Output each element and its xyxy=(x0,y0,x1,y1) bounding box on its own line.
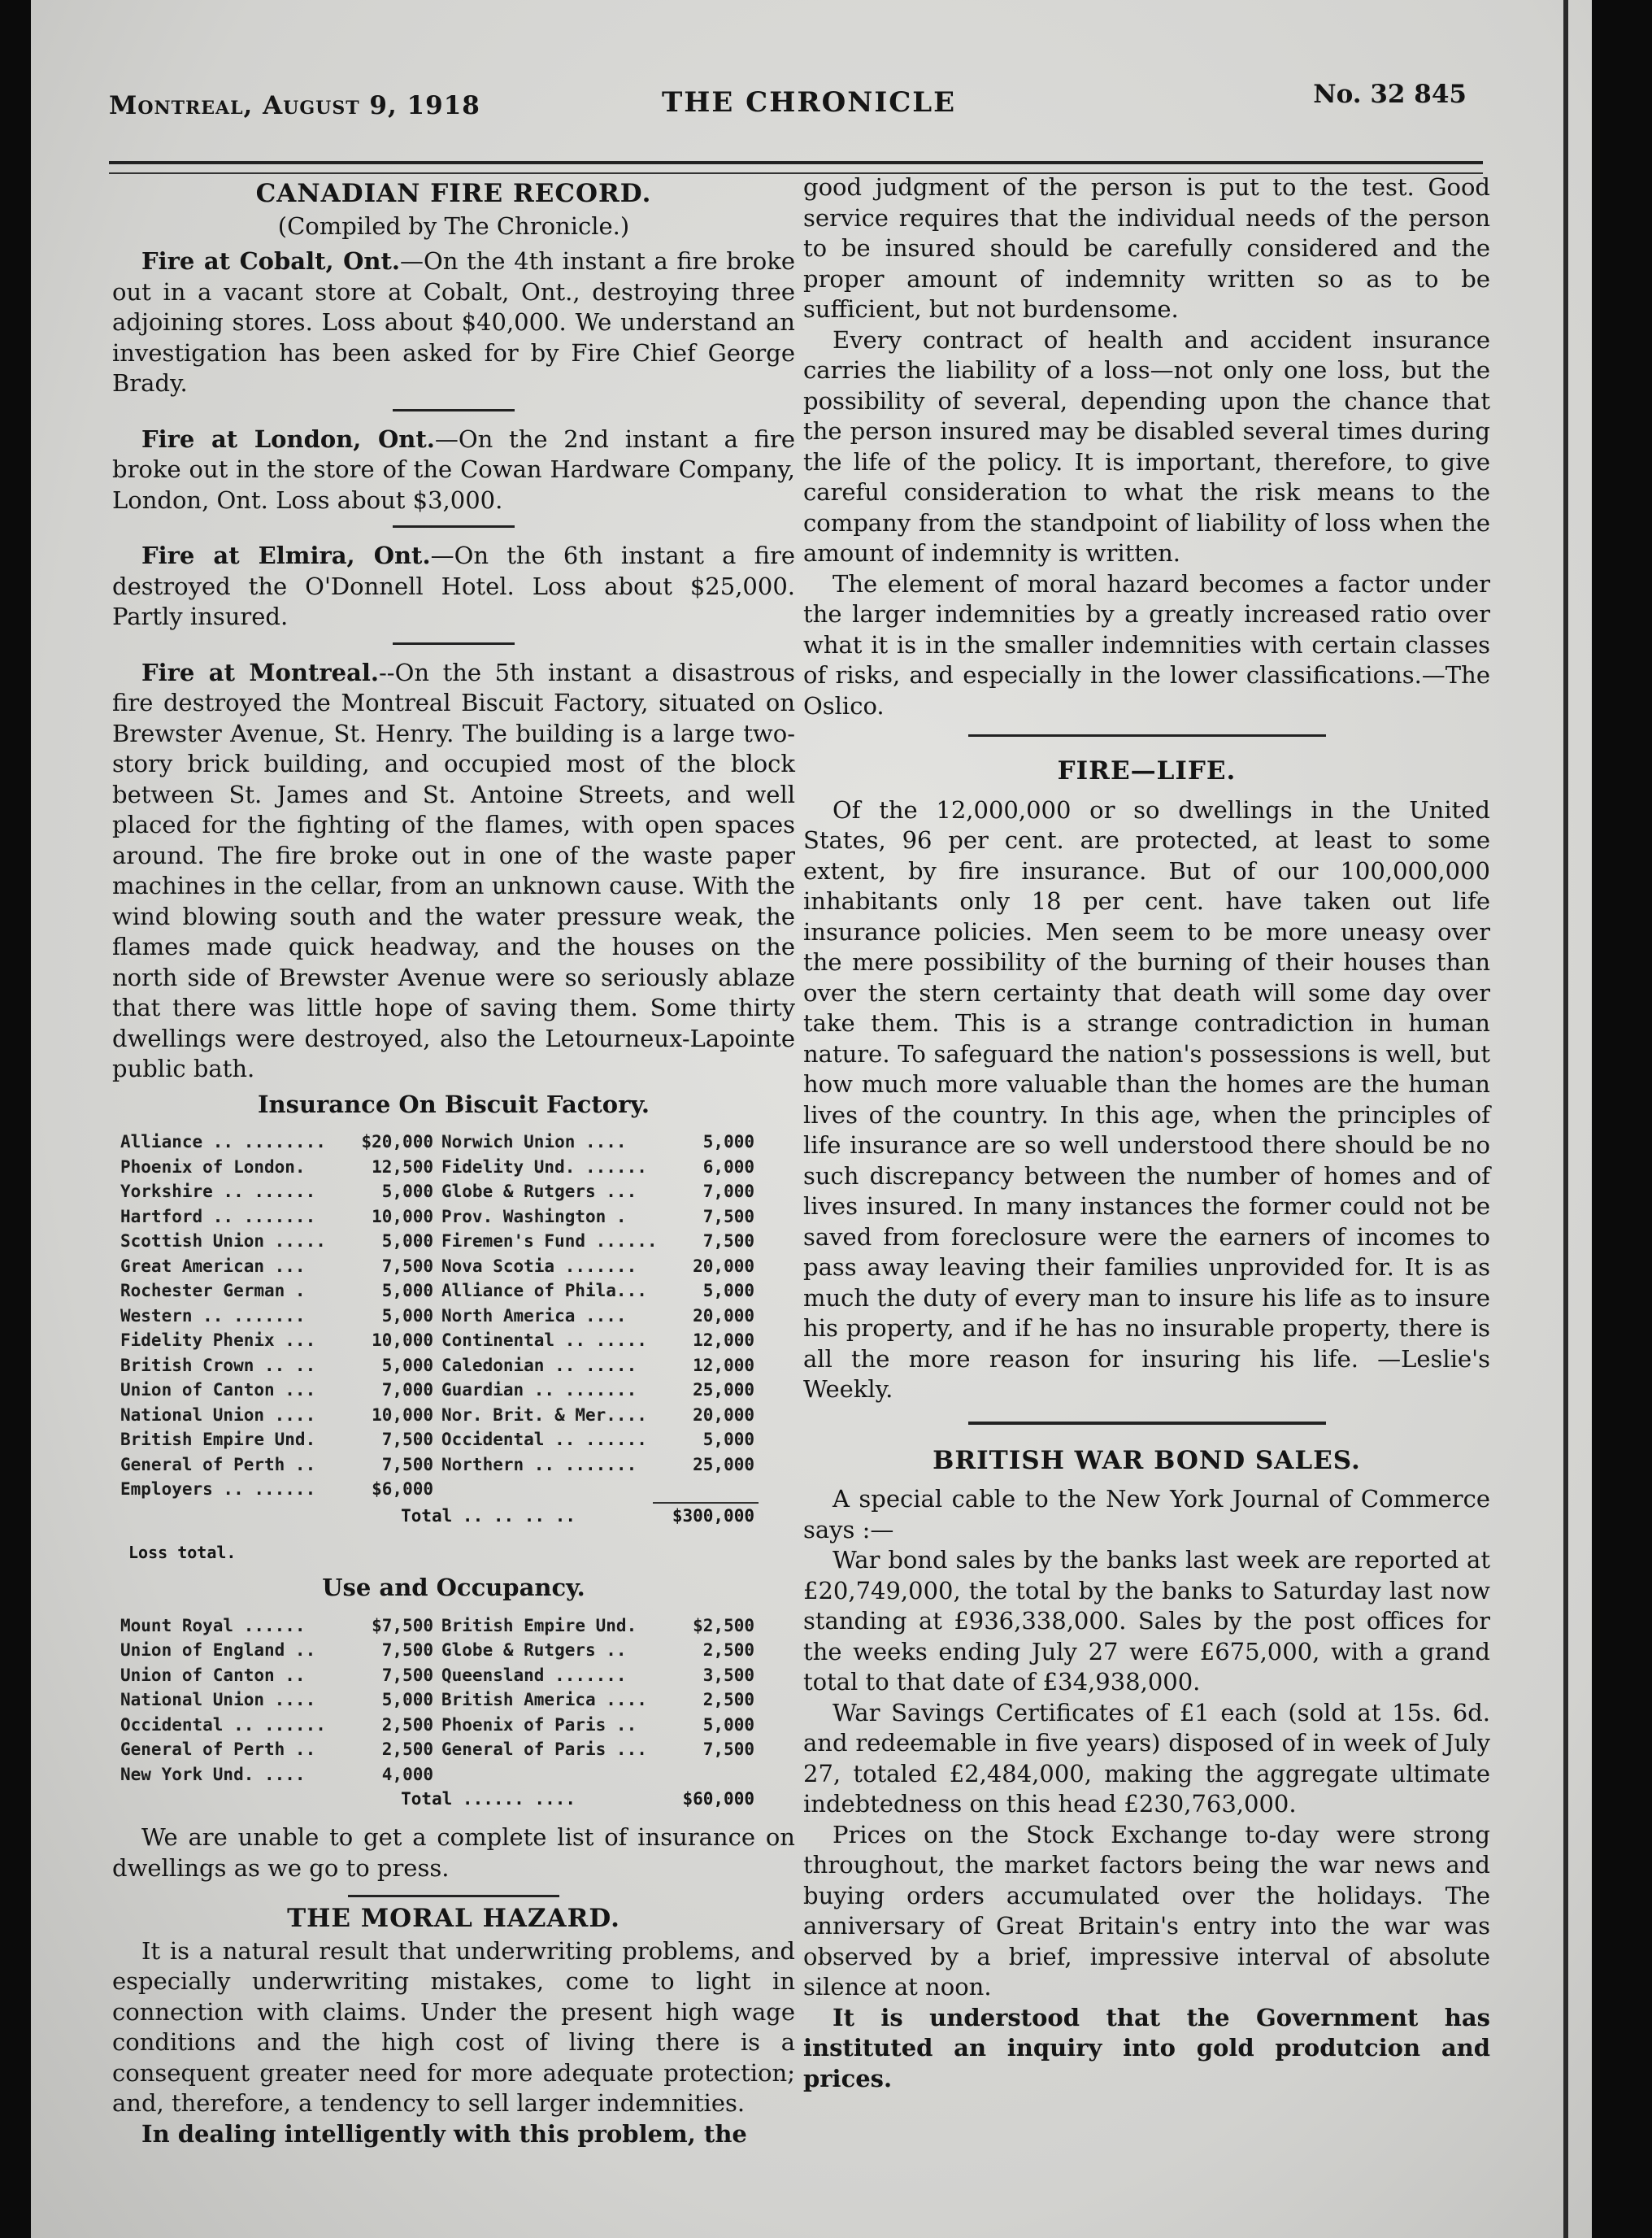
montreal-lead: Fire at Montreal. xyxy=(141,658,379,686)
insured-amount: 10,000 xyxy=(372,1404,433,1425)
london-text: —On the 2nd instant a fire broke out in the store of the Cowan Hardware Company, London, Ont. Loss about $3,000. xyxy=(112,425,795,514)
insurer-name: Rochester German . xyxy=(120,1281,306,1300)
table-cell xyxy=(120,1353,441,1378)
table-cell xyxy=(120,1229,441,1254)
table-row xyxy=(120,1452,763,1478)
insurer-name: Phoenix of London. xyxy=(120,1156,306,1177)
insured-amount: 10,000 xyxy=(372,1206,433,1226)
insured-amount: 2,500 xyxy=(702,1640,754,1660)
insurer-name: British Empire Und. xyxy=(120,1430,316,1449)
insurer-name: Union of Canton .. xyxy=(120,1665,306,1685)
use-occupancy-title: Use and Occupancy. xyxy=(322,1574,585,1601)
table-cell xyxy=(441,1254,763,1279)
divider xyxy=(348,1895,559,1897)
insured-amount: 3,500 xyxy=(702,1665,754,1685)
table-cell xyxy=(120,1713,441,1738)
insurer-name: Scottish Union ..... xyxy=(120,1231,326,1251)
table-row xyxy=(120,1254,763,1279)
table-cell xyxy=(441,1155,763,1180)
insurer-name: Prov. Washington . xyxy=(441,1206,627,1226)
insured-amount: 12,000 xyxy=(693,1355,754,1375)
table-cell xyxy=(120,1477,441,1502)
elmira-lead: Fire at Elmira, Ont. xyxy=(141,542,431,569)
insured-amount: 5,000 xyxy=(381,1305,433,1326)
insurer-name: Caledonian .. ..... xyxy=(441,1355,637,1375)
table-row xyxy=(120,1304,763,1329)
insurer-name: Hartford .. ....... xyxy=(120,1206,316,1226)
cobalt-item xyxy=(112,246,795,399)
table-cell xyxy=(441,1713,763,1738)
insurer-name: National Union .... xyxy=(120,1690,316,1709)
divider xyxy=(968,1422,1326,1425)
insurer-name: Phoenix of Paris .. xyxy=(441,1714,637,1735)
moral-hazard-p4: The element of moral hazard becomes a factor under the larger indemnities by a greatly increased ratio over what it is in the smaller indemnities with certain classes of risks, and especially in the lower classifications.—The Oslico. xyxy=(803,569,1490,720)
table-cell xyxy=(120,1179,441,1204)
insured-amount: 10,000 xyxy=(372,1330,433,1350)
fire-record-title: CANADIAN FIRE RECORD. xyxy=(255,179,652,208)
table-cell xyxy=(441,1179,763,1204)
insured-amount: 2,500 xyxy=(702,1690,754,1709)
cobalt-text: —On the 4th instant a fire broke out in a vacant store at Cobalt, Ont., destroying three adjoining stores. Loss about $40,000. We understand an investigation has been asked for by Fire Chief George Brady. xyxy=(112,247,795,397)
table-cell xyxy=(441,1477,763,1502)
montreal-item xyxy=(112,658,795,1085)
war-bonds-title: BRITISH WAR BOND SALES. xyxy=(933,1445,1361,1475)
table-row xyxy=(120,1130,763,1155)
table-cell xyxy=(120,1687,441,1713)
table-cell xyxy=(441,1328,763,1353)
table-cell xyxy=(441,1613,763,1639)
insured-amount: 5,000 xyxy=(381,1690,433,1709)
divider xyxy=(393,409,515,411)
table-cell xyxy=(441,1204,763,1230)
insurer-name: Occidental .. ...... xyxy=(441,1430,647,1449)
moral-hazard-title: THE MORAL HAZARD. xyxy=(287,1904,620,1933)
table-cell xyxy=(441,1403,763,1428)
table-cell xyxy=(120,1638,441,1663)
table-cell xyxy=(441,1427,763,1452)
insurer-name: Continental .. ..... xyxy=(441,1330,647,1350)
insurer-name: Guardian .. ....... xyxy=(441,1380,637,1400)
insured-amount: 6,000 xyxy=(702,1156,754,1177)
left-column xyxy=(112,172,795,2149)
table-cell xyxy=(120,1452,441,1478)
insured-amount: 5,000 xyxy=(381,1355,433,1375)
table-cell xyxy=(441,1229,763,1254)
london-lead: Fire at London, Ont. xyxy=(141,425,435,453)
insured-amount: 25,000 xyxy=(693,1380,754,1400)
table-row xyxy=(120,1762,763,1787)
table-row xyxy=(120,1427,763,1452)
table-cell xyxy=(120,1155,441,1180)
insured-amount: 12,000 xyxy=(693,1330,754,1350)
table-cell xyxy=(120,1304,441,1329)
table-cell xyxy=(120,1762,441,1787)
table-row xyxy=(120,1663,763,1688)
table-cell xyxy=(441,1130,763,1155)
table-row xyxy=(120,1737,763,1762)
insurer-name: Fidelity Und. ...... xyxy=(441,1156,647,1177)
table-row xyxy=(120,1638,763,1663)
insured-amount: 2,500 xyxy=(381,1714,433,1735)
table-cell xyxy=(120,1403,441,1428)
montreal-text: --On the 5th instant a disastrous fire destroyed the Montreal Biscuit Factory, situated on Brewster Avenue, St. Henry. The building is a large two-story brick building, and occupied most of the block between St. James and St. Antoine Streets, and well placed for the fighting of the flames, with open spaces around. The fire broke out in one of the waste paper machines in the cellar, from an unknown cause. With the wind blowing south and the water pressure weak, the flames made quick headway, and the houses on the north side of Brewster Avenue were so seriously ablaze that there was little hope of saving them. Some thirty dwellings were destroyed, also the Letourneux-Lapointe public bath. xyxy=(112,658,795,1082)
moral-hazard-p3: Every contract of health and accident insurance carries the liability of a loss—not only one loss, but the possibility of several, depending upon the chance that the person insured may be disabled several times during the life of the policy. It is important, therefore, to give careful consideration to what the risk means to the company from the standpoint of liability of loss when the amount of indemnity is written. xyxy=(803,325,1490,567)
page-edge-line xyxy=(1563,0,1568,2238)
insured-amount: 7,500 xyxy=(702,1231,754,1251)
table-cell xyxy=(441,1452,763,1478)
table-row xyxy=(120,1713,763,1738)
insurer-name: Western .. ....... xyxy=(120,1305,306,1326)
insured-amount: 4,000 xyxy=(381,1764,433,1784)
insured-amount: 12,500 xyxy=(372,1156,433,1177)
war-bonds-p5: It is understood that the Government has instituted an inquiry into gold produtcion and prices. xyxy=(803,2003,1490,2092)
table-cell xyxy=(120,1328,441,1353)
table-row xyxy=(120,1353,763,1378)
insurer-name xyxy=(441,1762,677,1787)
insured-amount: 7,500 xyxy=(381,1430,433,1449)
table-cell xyxy=(441,1663,763,1688)
table-row xyxy=(120,1477,763,1502)
moral-hazard-p2-cont: good judgment of the person is put to the test. Good service requires that the individual needs of the person to be insured should be carefully considered and the proper amount of indemnity written so as to be sufficient, but not burdensome. xyxy=(803,173,1490,323)
use-occupancy-table xyxy=(120,1613,763,1787)
insurer-name: New York Und. .... xyxy=(120,1764,306,1784)
insured-amount: 5,000 xyxy=(381,1281,433,1300)
newspaper-page xyxy=(31,0,1592,2238)
uo-total-row xyxy=(112,1787,795,1811)
insurer-name: Nor. Brit. & Mer.... xyxy=(441,1404,647,1425)
table-cell xyxy=(441,1304,763,1329)
insurer-name: Northern .. ....... xyxy=(441,1454,637,1474)
uo-total-amount: $60,000 xyxy=(682,1789,754,1809)
insurer-name: Employers .. ...... xyxy=(120,1479,316,1499)
table-row xyxy=(120,1613,763,1639)
insurer-name: British Empire Und. xyxy=(441,1615,637,1635)
table-row xyxy=(120,1204,763,1230)
table-row xyxy=(120,1378,763,1403)
insured-amount: 5,000 xyxy=(702,1281,754,1300)
table-cell xyxy=(120,1130,441,1155)
table-row xyxy=(120,1328,763,1353)
table-row xyxy=(120,1278,763,1304)
table-row xyxy=(120,1229,763,1254)
insurer-name: Firemen's Fund ...... xyxy=(441,1231,658,1251)
insured-amount: 5,000 xyxy=(702,1430,754,1449)
insured-amount: 7,500 xyxy=(381,1454,433,1474)
loss-total-note: Loss total. xyxy=(128,1542,237,1562)
insurer-name: Mount Royal ...... xyxy=(120,1615,306,1635)
biscuit-total-row xyxy=(112,1504,795,1528)
table-cell xyxy=(441,1687,763,1713)
insurer-name: General of Perth .. xyxy=(120,1739,316,1759)
insurer-name: British America .... xyxy=(441,1690,647,1709)
table-cell xyxy=(120,1204,441,1230)
insured-amount: 7,500 xyxy=(702,1739,754,1759)
insurer-name xyxy=(441,1477,677,1502)
fire-life-title: FIRE—LIFE. xyxy=(1057,756,1237,786)
moral-hazard-p1: It is a natural result that underwriting problems, and especially underwriting mistakes, come to light in connection with claims. Under the present high wage conditions and the high cost of living there is a consequent greater need for more adequate protection; and, therefore, a tendency to sell larger indemnities. xyxy=(112,1936,795,2117)
war-bonds-p1: A special cable to the New York Journal of Commerce says :— xyxy=(803,1485,1490,1544)
london-item xyxy=(112,425,795,516)
table-cell xyxy=(120,1427,441,1452)
divider xyxy=(968,734,1326,737)
table-cell xyxy=(441,1378,763,1403)
insurer-name: General of Perth .. xyxy=(120,1454,316,1474)
insured-amount: 7,000 xyxy=(381,1380,433,1400)
insured-amount: $20,000 xyxy=(361,1132,433,1152)
war-bonds-p4: Prices on the Stock Exchange to-day were strong throughout, the market factors being the war news and buying orders accumulated over the holidays. The anniversary of Great Britain's entry into the war was observed by a brief, impressive interval of absolute silence at noon. xyxy=(803,1820,1490,2001)
uo-total-label: Total ...... .... xyxy=(401,1789,576,1809)
header-dateline: Montreal, August 9, 1918 xyxy=(109,91,480,120)
insurer-name: Occidental .. ...... xyxy=(120,1714,326,1735)
divider xyxy=(393,642,515,645)
insurer-name: Nova Scotia ....... xyxy=(441,1256,637,1276)
insured-amount: 5,000 xyxy=(702,1132,754,1152)
insurer-name: Globe & Rutgers .. xyxy=(441,1640,627,1660)
insurer-name: National Union .... xyxy=(120,1404,316,1425)
biscuit-insurance-table xyxy=(120,1130,763,1502)
insured-amount: 20,000 xyxy=(693,1256,754,1276)
insured-amount: 5,000 xyxy=(702,1714,754,1735)
right-column xyxy=(803,172,1490,2094)
insured-amount: $7,500 xyxy=(372,1615,433,1635)
insurer-name: Alliance of Phila... xyxy=(441,1281,647,1300)
insurer-name: Union of Canton ... xyxy=(120,1380,316,1400)
header-page-number: No. 32 845 xyxy=(1313,80,1467,109)
insured-amount: 25,000 xyxy=(693,1454,754,1474)
biscuit-insurance-title: Insurance On Biscuit Factory. xyxy=(257,1090,650,1118)
table-cell xyxy=(120,1378,441,1403)
biscuit-total-amount: $300,000 xyxy=(672,1505,754,1526)
table-row xyxy=(120,1403,763,1428)
insured-amount: $6,000 xyxy=(372,1479,433,1499)
insured-amount: 5,000 xyxy=(381,1182,433,1201)
fire-life-p1: Of the 12,000,000 or so dwellings in the United States, 96 per cent. are protected, at least to some extent, by fire insurance. But of our 100,000,000 inhabitants only 18 per cent. have taken out life insurance policies. Men seem to be more uneasy over the mere possibility of the burning of their houses than over the stern certainty that death will some day over take them. This is a strange contradiction in human nature. To safeguard the nation's possessions is well, but how much more valuable than the homes are the human lives of the country. In this age, when the principles of life insurance are so well understood there should be no such discrepancy between the number of homes and of lives insured. In many instances the former could not be saved from foreclosure were the earners of incomes to pass away leaving their families unprovided for. It is as much the duty of every man to insure his life as to insure his property, and if he has no insurable property, there is all the more reason for insuring his life. —Leslie's Weekly. xyxy=(803,795,1490,1403)
insured-amount: 7,000 xyxy=(702,1182,754,1201)
insured-amount: 7,500 xyxy=(381,1640,433,1660)
insurer-name: General of Paris ... xyxy=(441,1739,647,1759)
insurer-name: Norwich Union .... xyxy=(441,1132,627,1152)
war-bonds-p3: War Savings Certificates of £1 each (sold at 15s. 6d. and redeemable in five years) disposed of in week of July 27, totaled £2,484,000, making the aggregate ultimate indebtedness on this head £230,763,000. xyxy=(803,1698,1490,1818)
dwellings-note: We are unable to get a complete list of insurance on dwellings as we go to press. xyxy=(112,1823,795,1882)
insured-amount: 20,000 xyxy=(693,1404,754,1425)
insurer-name: Queensland ....... xyxy=(441,1665,627,1685)
insured-amount: 7,500 xyxy=(381,1256,433,1276)
table-row xyxy=(120,1155,763,1180)
header-masthead: THE CHRONICLE xyxy=(662,86,957,119)
cobalt-lead: Fire at Cobalt, Ont. xyxy=(141,247,400,275)
insured-amount: 7,500 xyxy=(381,1665,433,1685)
biscuit-total-label: Total .. .. .. .. xyxy=(401,1505,576,1526)
insurer-name: Globe & Rutgers ... xyxy=(441,1182,637,1201)
table-cell xyxy=(120,1613,441,1639)
page-header xyxy=(109,80,1475,128)
insurer-name: Alliance .. ........ xyxy=(120,1132,326,1152)
table-cell xyxy=(441,1278,763,1304)
insured-amount: 2,500 xyxy=(381,1739,433,1759)
elmira-text: —On the 6th instant a fire destroyed the O'Donnell Hotel. Loss about $25,000. Partly insured. xyxy=(112,542,796,630)
table-row xyxy=(120,1179,763,1204)
insured-amount: $2,500 xyxy=(693,1615,754,1635)
insurer-name: Yorkshire .. ...... xyxy=(120,1182,316,1201)
insured-amount: 5,000 xyxy=(381,1231,433,1251)
table-cell xyxy=(441,1762,763,1787)
table-row xyxy=(120,1687,763,1713)
table-cell xyxy=(120,1254,441,1279)
insurer-name: Fidelity Phenix ... xyxy=(120,1330,316,1350)
divider xyxy=(393,525,515,528)
insurer-name: British Crown .. .. xyxy=(120,1355,316,1375)
table-cell xyxy=(120,1737,441,1762)
table-cell xyxy=(441,1353,763,1378)
war-bonds-p2: War bond sales by the banks last week are reported at £20,749,000, the total by the banks to Saturday last now standing at £936,338,000. Sales by the post offices for the weeks ending July 27 were £675,000, with a grand total to that date of £34,938,000. xyxy=(803,1546,1490,1696)
insured-amount: 20,000 xyxy=(693,1305,754,1326)
insured-amount xyxy=(677,1762,754,1787)
fire-record-subtitle: (Compiled by The Chronicle.) xyxy=(277,211,630,240)
moral-hazard-p2-start: In dealing intelligently with this problem, the xyxy=(141,2119,747,2148)
table-cell xyxy=(120,1278,441,1304)
table-cell xyxy=(441,1638,763,1663)
elmira-item xyxy=(112,541,795,633)
table-cell xyxy=(120,1663,441,1688)
insured-amount xyxy=(677,1477,754,1502)
insurer-name: Great American ... xyxy=(120,1256,306,1276)
table-cell xyxy=(441,1737,763,1762)
insurer-name: North America .... xyxy=(441,1305,627,1326)
insured-amount: 7,500 xyxy=(702,1206,754,1226)
insurer-name: Union of England .. xyxy=(120,1640,316,1660)
